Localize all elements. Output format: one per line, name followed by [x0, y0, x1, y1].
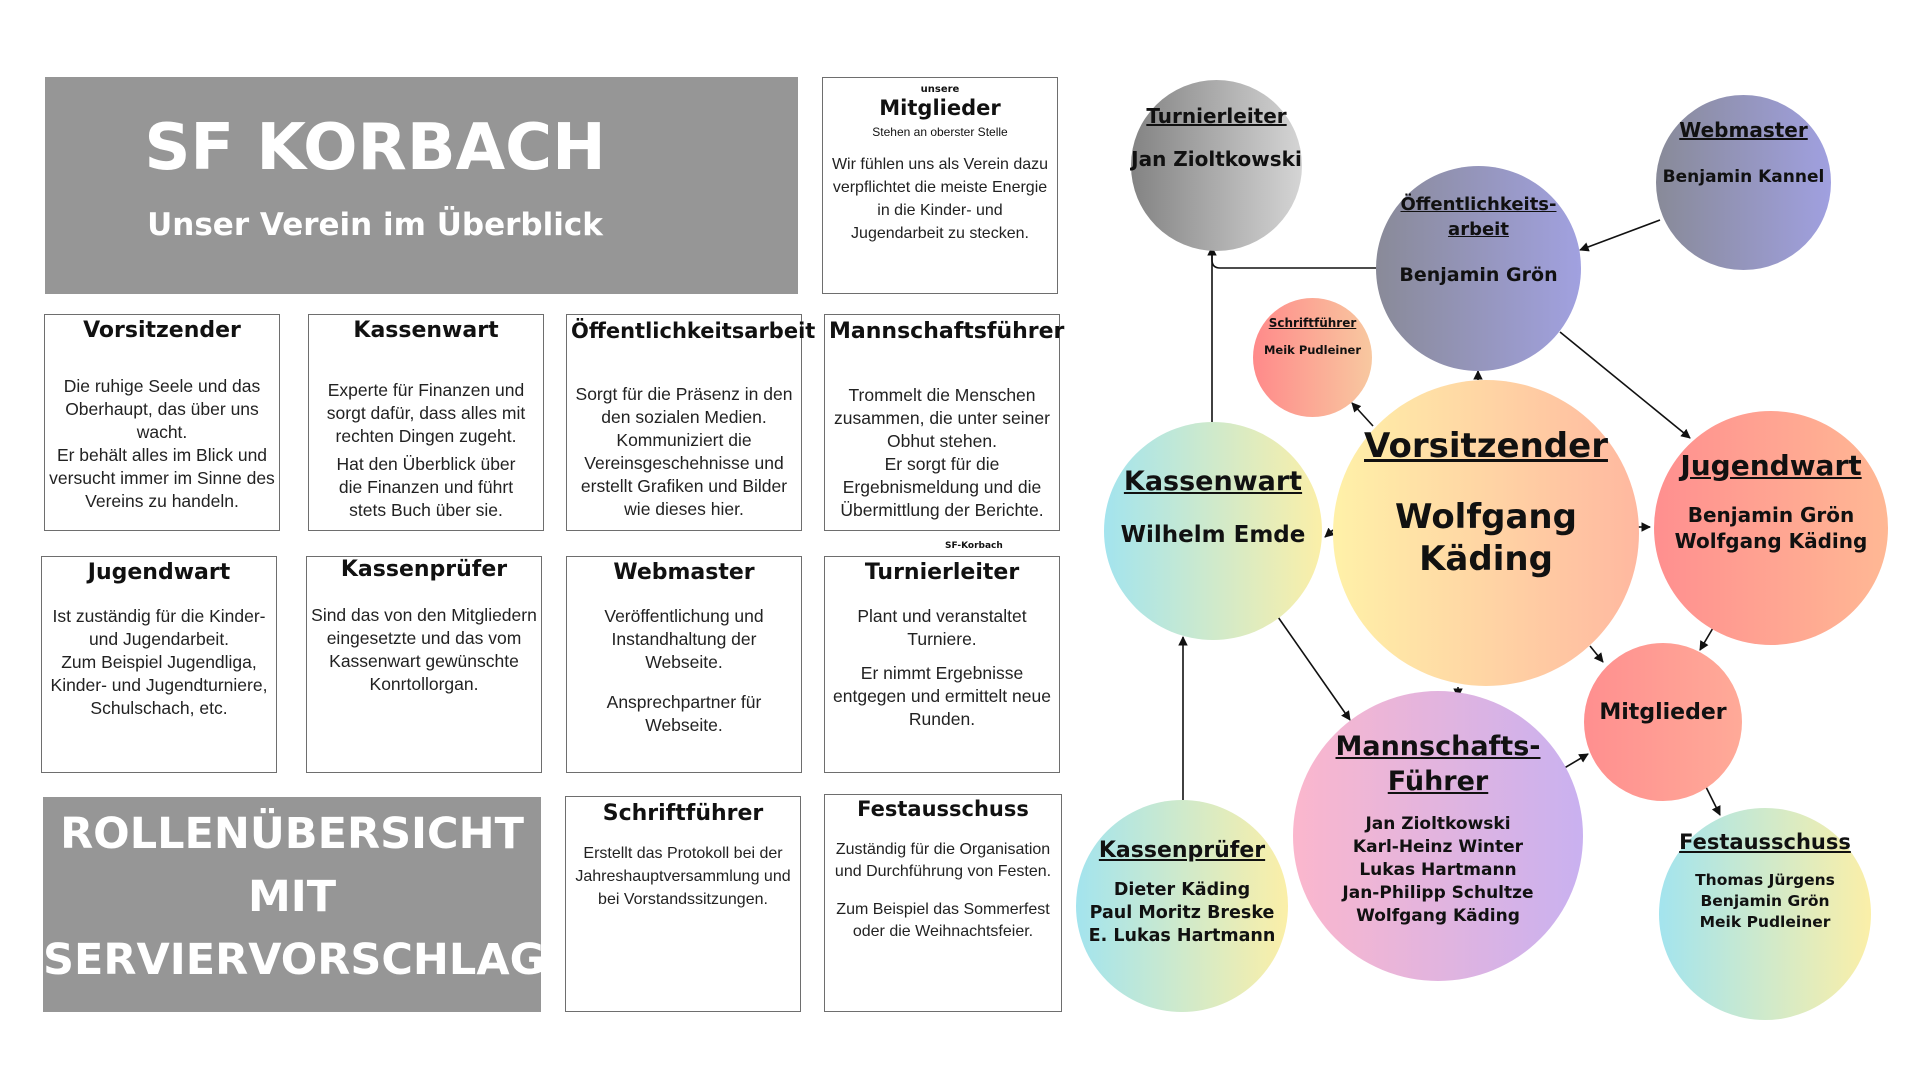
node-vorsitzender	[1333, 380, 1639, 686]
node-name: Meik Pudleiner	[1699, 913, 1831, 931]
role-title: Vorsitzender	[83, 318, 241, 343]
node-title: Mannschafts-	[1335, 731, 1541, 762]
arrow-vorsitzender-to-kassenwart	[1325, 530, 1333, 537]
role-description: Zuständig für die Organisation und Durchführung von Festen.	[834, 841, 1052, 880]
node-mitglieder	[1584, 643, 1742, 801]
node-title: Webmaster	[1679, 118, 1808, 142]
node-name: Jan Zioltkowski	[1365, 814, 1511, 834]
node-name: Benjamin Grön	[1700, 892, 1830, 910]
node-name: Meik Pudleiner	[1263, 343, 1362, 357]
role-description: Hat den Überblick über die Finanzen und führt stets Buch über sie.	[336, 454, 516, 520]
node-name: Dieter Käding	[1113, 880, 1251, 900]
role-title: Jugendwart	[87, 560, 231, 585]
role-description: Erstellt das Protokoll bei der Jahreshauptversammlung und bei Vorstandssitzungen.	[575, 845, 791, 908]
role-description: Zum Beispiel das Sommerfest oder die Weihnachtsfeier.	[836, 901, 1050, 940]
node-kassenpruefer	[1076, 800, 1288, 1012]
members-tagline: Stehen an oberster Stelle	[872, 125, 1008, 139]
node-name: Thomas Jürgens	[1695, 871, 1835, 889]
node-title: Öffentlichkeits-	[1400, 194, 1557, 215]
node-name: Jan Zioltkowski	[1131, 147, 1302, 171]
page-subtitle: Unser Verein im Überblick	[147, 207, 603, 243]
role-title: Festausschuss	[857, 797, 1029, 821]
role-title: Turnierleiter	[864, 560, 1020, 585]
role-description: Sorgt für die Präsenz in den den sozialen Medien.	[575, 384, 793, 427]
role-description: Sind das von den Mitgliedern eingesetzte und das vom Kassenwart gewünschte Konrtollorgan.	[311, 605, 537, 694]
role-description: Veröffentlichung und Instandhaltung der Webseite.	[604, 606, 764, 672]
node-title-continued: Führer	[1387, 766, 1489, 797]
node-name: Benjamin Kannel	[1662, 167, 1825, 187]
overview-line-3: SERVIERVORSCHLAG	[43, 935, 545, 985]
members-description: Wir fühlen uns als Verein dazu verpflichtet die meiste Energie in die Kinder- und Jugendarbeit zu stecken.	[831, 156, 1049, 242]
role-title: Kassenprüfer	[340, 557, 508, 582]
role-description: Zum Beispiel Jugendliga, Kinder- und Jugendturniere, Schulschach, etc.	[50, 652, 268, 718]
node-name: Wolfgang	[1395, 497, 1577, 537]
sf-korbach-label: SF-Korbach	[945, 541, 1003, 551]
node-mannschaftsfuehrer	[1293, 691, 1583, 981]
node-name: E. Lukas Hartmann	[1088, 926, 1276, 946]
node-name: Käding	[1419, 539, 1553, 579]
role-description: Plant und veranstaltet Turniere.	[857, 606, 1027, 649]
node-oeffentlichkeitsarbeit	[1376, 166, 1581, 371]
role-title: Mannschaftsführer	[829, 319, 1065, 344]
node-name: Jan-Philipp Schultze	[1342, 883, 1534, 903]
page-title: SF KORBACH	[144, 111, 606, 185]
node-name: Benjamin Grön	[1687, 503, 1855, 527]
arrow-webmaster-to-oeffentlichkeit	[1580, 220, 1660, 250]
node-turnierleiter	[1131, 80, 1302, 251]
node-name: Karl-Heinz Winter	[1352, 837, 1524, 857]
role-description: Experte für Finanzen und sorgt dafür, dass alles mit rechten Dingen zugeht.	[326, 380, 526, 446]
node-webmaster	[1656, 95, 1831, 270]
node-title: Jugendwart	[1680, 449, 1862, 482]
node-title: Kassenwart	[1123, 466, 1303, 497]
node-name: Benjamin Grön	[1399, 264, 1558, 286]
node-jugendwart	[1654, 411, 1888, 645]
node-schriftfuehrer	[1253, 298, 1372, 417]
node-title: Festausschuss	[1679, 830, 1851, 854]
node-name: Wolfgang Käding	[1356, 906, 1520, 926]
node-name: Wilhelm Emde	[1120, 522, 1306, 548]
arrow-jugendwart-to-mitglieder	[1700, 628, 1713, 650]
role-title: Schriftführer	[602, 801, 764, 826]
role-title: Webmaster	[613, 560, 755, 585]
node-title: Kassenprüfer	[1098, 838, 1266, 863]
node-title-continued: arbeit	[1448, 219, 1509, 240]
overview-line-2: MIT	[247, 872, 337, 922]
node-festausschuss	[1659, 808, 1871, 1020]
role-description: Er nimmt Ergebnisse entgegen und ermittelt neue Runden.	[833, 663, 1051, 729]
node-title: Schriftführer	[1268, 316, 1357, 330]
node-title: Vorsitzender	[1364, 426, 1608, 466]
arrow-mitglieder-to-festausschuss	[1706, 787, 1720, 815]
role-description: Trommelt die Menschen zusammen, die unter seiner Obhut stehen.	[834, 385, 1050, 451]
arrow-vorsitzender-to-mitglieder	[1590, 646, 1603, 662]
arrow-oeffentlichkeit-to-turnierleiter	[1212, 247, 1380, 268]
node-name: Paul Moritz Breske	[1089, 903, 1275, 923]
arrow-vorsitzender-to-schriftfuehrer	[1352, 403, 1373, 426]
arrow-kassenwart-to-mannschaft	[1278, 617, 1350, 720]
node-title: Turnierleiter	[1146, 104, 1287, 128]
role-description: Ansprechpartner für Webseite.	[606, 692, 762, 735]
role-description: Er behält alles im Blick und versucht immer im Sinne des Vereins zu handeln.	[49, 445, 275, 511]
role-description: Die ruhige Seele und das Oberhaupt, das über uns wacht.	[63, 376, 261, 442]
role-title: Öffentlichkeitsarbeit	[571, 319, 816, 343]
node-title: Mitglieder	[1599, 700, 1727, 725]
overview-line-1: ROLLENÜBERSICHT	[60, 809, 524, 859]
node-kassenwart	[1104, 422, 1322, 640]
role-description: Er sorgt für die Ergebnismeldung und die Übermittlung der Berichte.	[840, 454, 1044, 520]
members-title: Mitglieder	[879, 96, 1001, 120]
node-name: Lukas Hartmann	[1359, 860, 1517, 880]
role-description: Ist zuständig für die Kinder- und Jugendarbeit.	[52, 606, 266, 649]
node-name: Wolfgang Käding	[1674, 529, 1868, 553]
role-title: Kassenwart	[353, 318, 499, 343]
members-pre-label: unsere	[920, 84, 960, 95]
role-description: Kommuniziert die Vereinsgeschehnisse und erstellt Grafiken und Bilder wie dieses hier.	[580, 430, 788, 519]
